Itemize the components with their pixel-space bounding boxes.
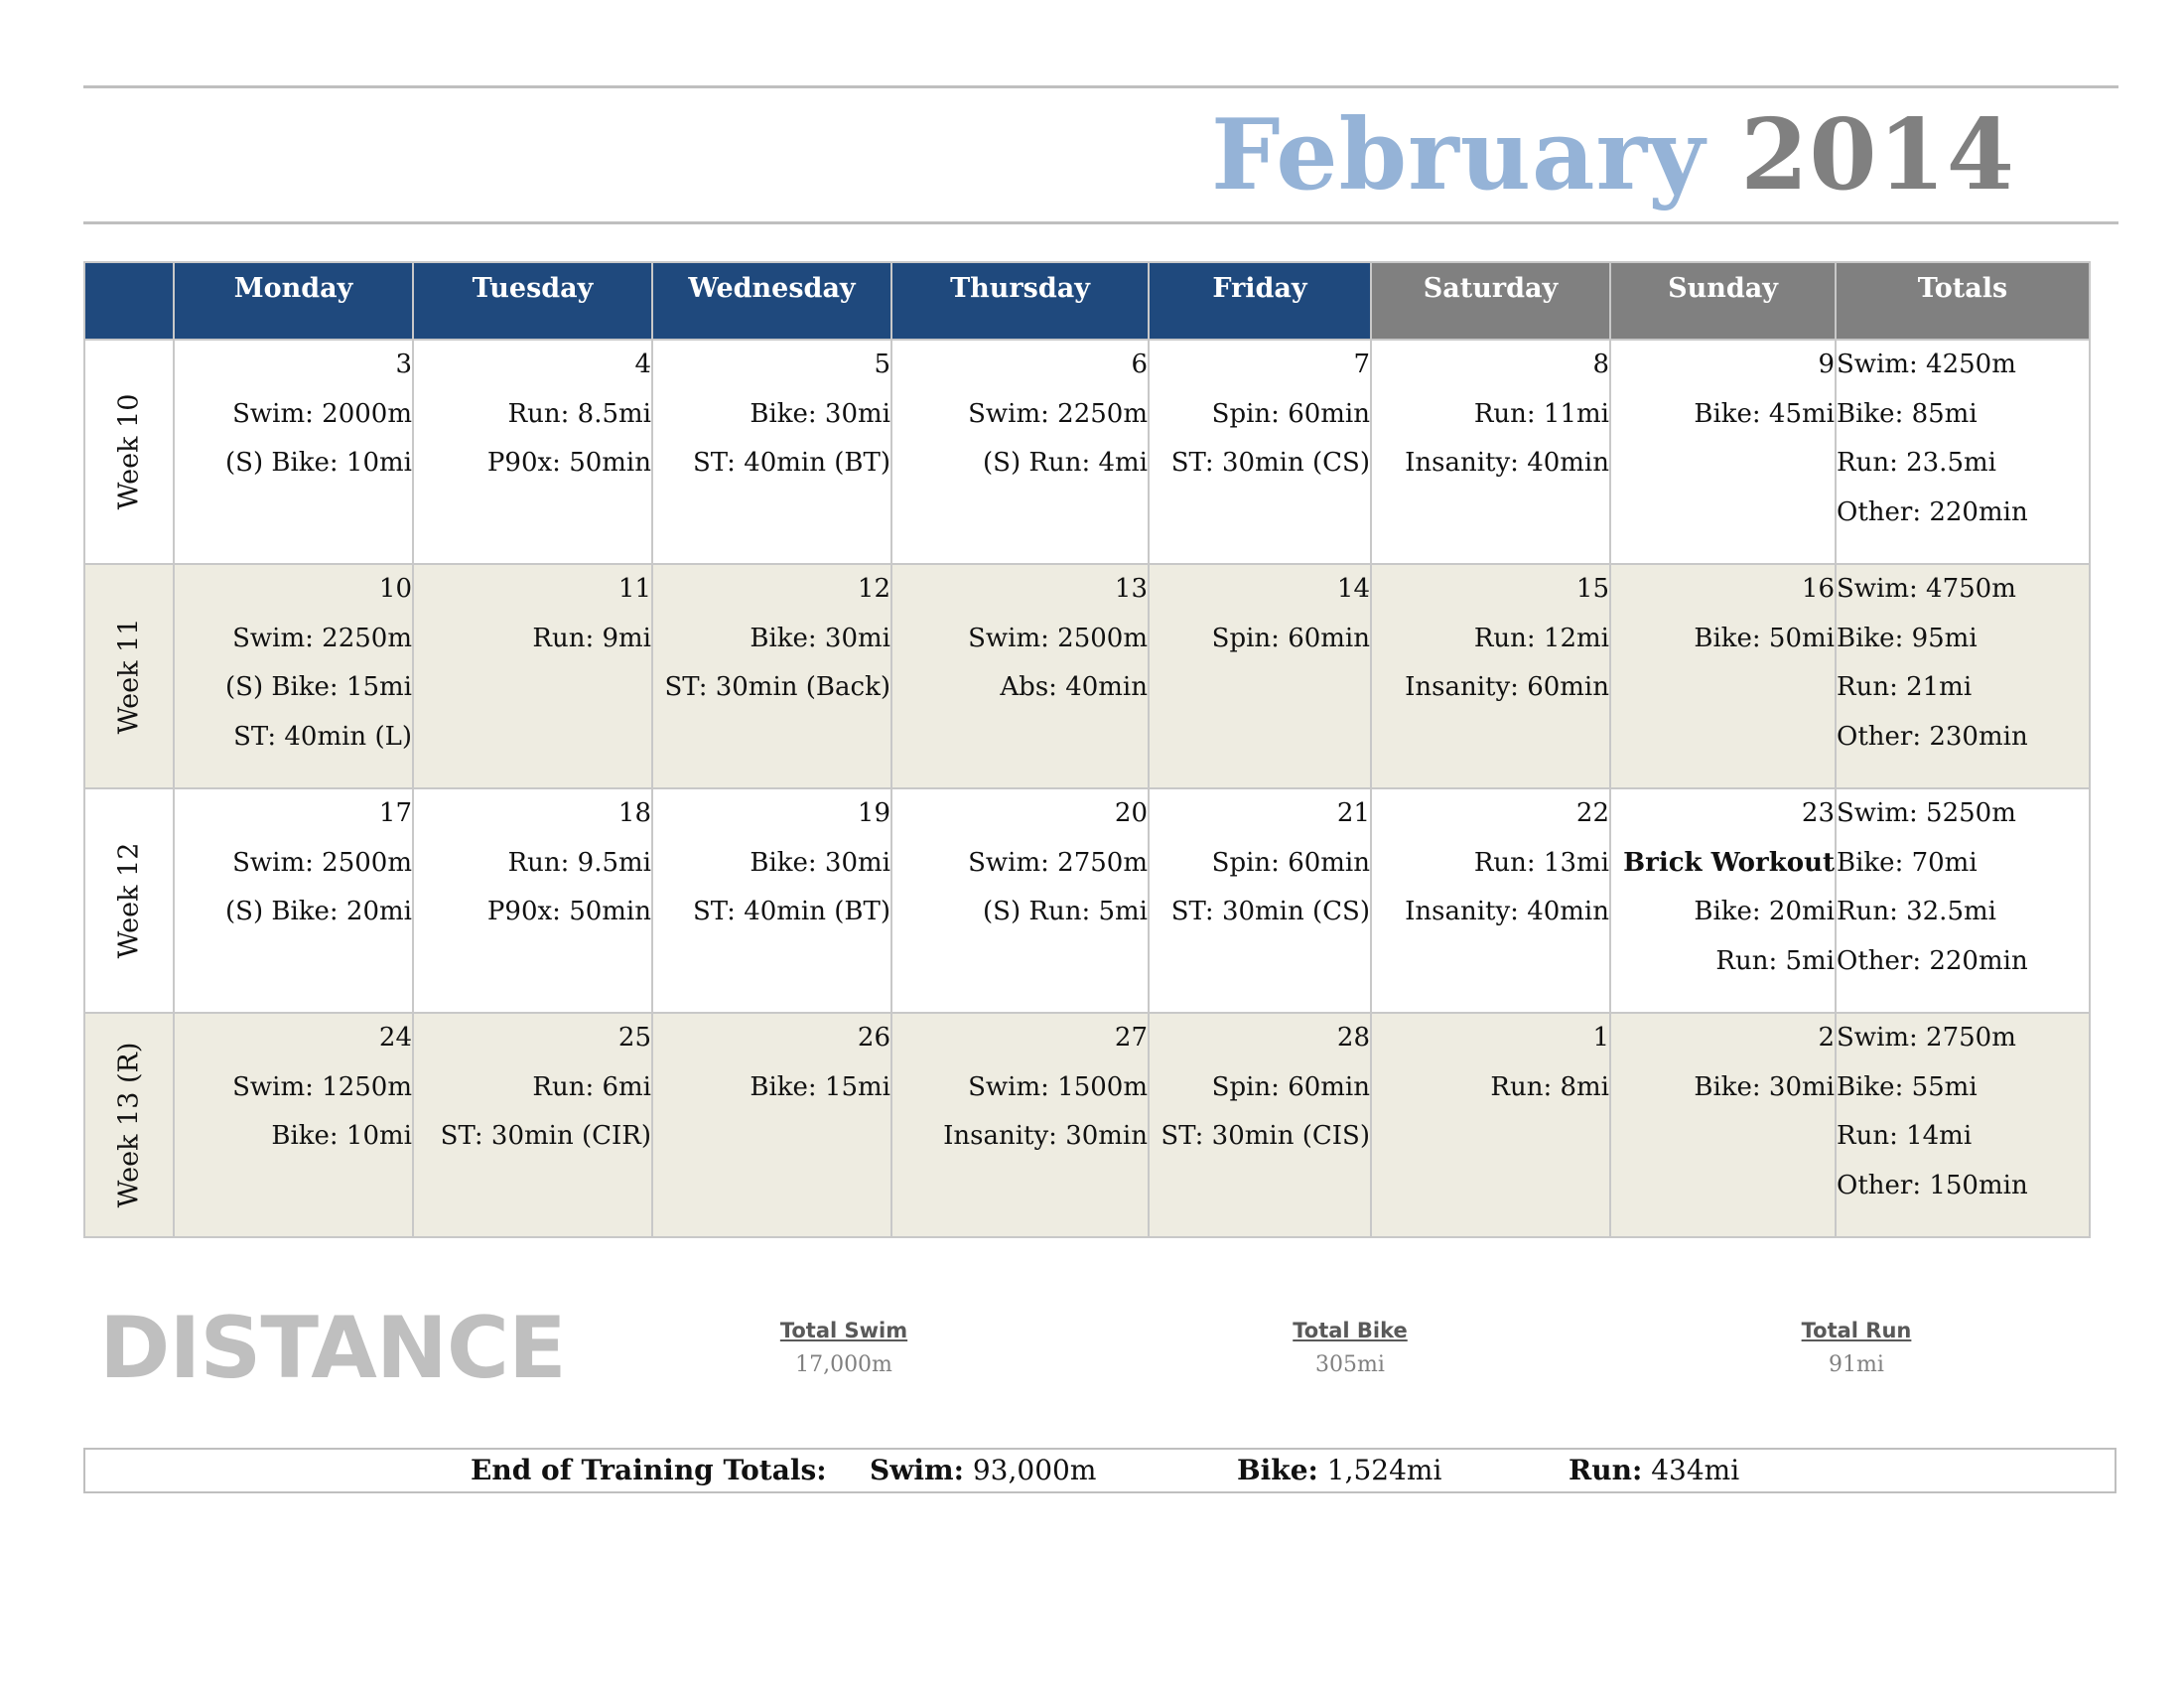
end-totals-label: End of Training Totals: xyxy=(471,1454,827,1486)
day-number: 6 xyxy=(1131,350,1148,379)
workout-entry: Abs: 40min xyxy=(1000,672,1148,702)
day-cell xyxy=(413,788,652,1013)
header-corner xyxy=(84,262,174,340)
workout-entry: Insanity: 30min xyxy=(943,1121,1148,1151)
day-number: 8 xyxy=(1592,350,1609,379)
top-rule xyxy=(83,85,2118,88)
workout-entry: (S) Run: 5mi xyxy=(983,897,1148,926)
workout-entry: Spin: 60min xyxy=(1211,623,1370,653)
workout-entry: Spin: 60min xyxy=(1211,847,1370,878)
day-cell xyxy=(174,340,413,564)
day-cell xyxy=(1610,788,1836,1013)
total-run-label: Total Run xyxy=(1801,1319,1912,1342)
workout-entry: Run: 9mi xyxy=(532,623,651,653)
week-label-cell xyxy=(84,340,174,564)
workout-entry: (S) Bike: 20mi xyxy=(224,897,412,926)
day-cell xyxy=(1610,564,1836,788)
title-month: February xyxy=(1211,98,1706,212)
week-total-entry: Other: 230min xyxy=(1837,721,2028,752)
workout-entry: Spin: 60min xyxy=(1211,1071,1370,1102)
end-swim xyxy=(870,1454,1096,1486)
week-label-cell xyxy=(84,1013,174,1237)
day-cell xyxy=(652,1013,891,1237)
workout-entry: P90x: 50min xyxy=(486,448,651,478)
day-number: 12 xyxy=(857,574,890,604)
day-cell xyxy=(1149,1013,1371,1237)
week-total-entry: Bike: 55mi xyxy=(1837,1071,1978,1102)
day-cell xyxy=(1371,564,1610,788)
week-totals-cell xyxy=(1836,1013,2090,1237)
day-cell xyxy=(891,1013,1149,1237)
title-year: 2014 xyxy=(1740,98,2015,212)
training-calendar xyxy=(83,261,2091,1238)
end-swim-value: 93,000m xyxy=(972,1454,1097,1486)
week-total-entry: Swim: 4250m xyxy=(1837,350,2016,379)
end-swim-label: Swim: xyxy=(870,1454,964,1486)
week-total-entry: Bike: 95mi xyxy=(1837,623,1978,653)
day-cell xyxy=(174,1013,413,1237)
end-run-label: Run: xyxy=(1569,1454,1643,1486)
workout-entry: ST: 40min (L) xyxy=(233,721,412,752)
title-underline xyxy=(83,221,2118,224)
day-number: 5 xyxy=(874,350,890,379)
workout-entry: ST: 30min (CS) xyxy=(1170,897,1370,926)
workout-entry: Bike: 10mi xyxy=(271,1121,412,1151)
day-cell xyxy=(652,788,891,1013)
week-total-entry: Run: 23.5mi xyxy=(1837,448,1996,478)
workout-entry: Swim: 2750m xyxy=(968,847,1148,878)
day-number: 7 xyxy=(1353,350,1370,379)
workout-entry: ST: 40min (BT) xyxy=(692,897,890,926)
week-row xyxy=(84,564,2090,788)
week-label-cell xyxy=(84,564,174,788)
workout-entry: Swim: 1500m xyxy=(968,1071,1148,1102)
workout-entry: Bike: 30mi xyxy=(750,398,890,429)
day-number: 15 xyxy=(1575,574,1609,604)
workout-entry: Swim: 2500m xyxy=(232,847,412,878)
workout-entry: P90x: 50min xyxy=(486,897,651,926)
week-row xyxy=(84,340,2090,564)
day-number: 11 xyxy=(617,574,651,604)
page-title xyxy=(1211,98,2015,212)
workout-entry: Swim: 2000m xyxy=(232,398,412,429)
workout-entry: Run: 8.5mi xyxy=(507,398,651,429)
day-cell xyxy=(652,340,891,564)
end-bike-value: 1,524mi xyxy=(1326,1454,1442,1486)
workout-entry: (S) Bike: 10mi xyxy=(224,448,412,478)
day-number: 17 xyxy=(378,798,412,828)
total-bike-value: 305mi xyxy=(1315,1352,1385,1377)
workout-entry: Bike: 50mi xyxy=(1694,623,1835,653)
day-number: 27 xyxy=(1114,1023,1148,1053)
end-of-training-totals xyxy=(83,1448,2116,1493)
workout-entry: ST: 30min (CS) xyxy=(1170,448,1370,478)
day-number: 25 xyxy=(617,1023,651,1053)
header-totals: Totals xyxy=(1836,262,2090,340)
day-cell xyxy=(174,788,413,1013)
total-swim-value: 17,000m xyxy=(795,1352,892,1377)
calendar-header-row xyxy=(84,262,2090,340)
day-number: 16 xyxy=(1801,574,1835,604)
end-run xyxy=(1569,1454,1739,1486)
week-total-entry: Bike: 85mi xyxy=(1837,398,1978,429)
workout-entry: Swim: 2250m xyxy=(232,623,412,653)
day-cell xyxy=(1610,340,1836,564)
week-totals-cell xyxy=(1836,788,2090,1013)
week-total-entry: Swim: 5250m xyxy=(1837,798,2016,828)
week-total-entry: Swim: 4750m xyxy=(1837,574,2016,604)
workout-entry: Run: 5mi xyxy=(1715,945,1835,976)
day-cell xyxy=(891,788,1149,1013)
workout-entry: Run: 12mi xyxy=(1473,623,1609,653)
header-thursday: Thursday xyxy=(891,262,1149,340)
workout-entry: Insanity: 40min xyxy=(1405,448,1609,478)
workout-entry: Run: 9.5mi xyxy=(507,847,651,878)
day-cell xyxy=(413,1013,652,1237)
workout-entry: Run: 6mi xyxy=(532,1071,651,1102)
workout-entry: Insanity: 40min xyxy=(1405,897,1609,926)
week-total-entry: Run: 32.5mi xyxy=(1837,897,1996,926)
workout-heading: Brick Workout xyxy=(1623,847,1835,878)
day-cell xyxy=(1371,788,1610,1013)
end-bike xyxy=(1237,1454,1441,1486)
day-number: 2 xyxy=(1818,1023,1835,1053)
day-cell xyxy=(891,564,1149,788)
day-cell xyxy=(1149,788,1371,1013)
week-total-entry: Run: 14mi xyxy=(1837,1121,1973,1151)
header-saturday: Saturday xyxy=(1371,262,1610,340)
total-swim xyxy=(695,1319,993,1377)
workout-entry: Bike: 45mi xyxy=(1694,398,1835,429)
week-total-entry: Other: 150min xyxy=(1837,1170,2028,1200)
day-cell xyxy=(652,564,891,788)
week-label: Week 10 xyxy=(113,393,145,510)
day-number: 13 xyxy=(1114,574,1148,604)
week-total-entry: Bike: 70mi xyxy=(1837,847,1978,878)
workout-entry: Swim: 2250m xyxy=(968,398,1148,429)
day-cell xyxy=(413,340,652,564)
workout-entry: Bike: 30mi xyxy=(750,623,890,653)
day-number: 22 xyxy=(1575,798,1609,828)
week-label: Week 13 (R) xyxy=(113,1042,145,1208)
total-run xyxy=(1707,1319,2005,1377)
header-wednesday: Wednesday xyxy=(652,262,891,340)
day-number: 4 xyxy=(634,350,651,379)
week-total-entry: Other: 220min xyxy=(1837,945,2028,976)
workout-entry: ST: 30min (CIR) xyxy=(440,1121,651,1151)
week-label: Week 12 xyxy=(113,842,145,959)
day-number: 19 xyxy=(857,798,890,828)
total-bike-label: Total Bike xyxy=(1293,1319,1408,1342)
day-cell xyxy=(1149,340,1371,564)
week-label-cell xyxy=(84,788,174,1013)
end-bike-label: Bike: xyxy=(1237,1454,1318,1486)
day-number: 3 xyxy=(395,350,412,379)
day-number: 1 xyxy=(1592,1023,1609,1053)
workout-entry: Insanity: 60min xyxy=(1405,672,1609,702)
week-total-entry: Run: 21mi xyxy=(1837,672,1973,702)
workout-entry: Bike: 15mi xyxy=(750,1071,890,1102)
day-number: 14 xyxy=(1336,574,1370,604)
workout-entry: Run: 11mi xyxy=(1473,398,1609,429)
workout-entry: (S) Run: 4mi xyxy=(983,448,1148,478)
workout-entry: Bike: 30mi xyxy=(1694,1071,1835,1102)
total-bike xyxy=(1201,1319,1499,1377)
day-cell xyxy=(174,564,413,788)
week-total-entry: Other: 220min xyxy=(1837,496,2028,527)
workout-entry: ST: 30min (CIS) xyxy=(1160,1121,1370,1151)
day-number: 24 xyxy=(378,1023,412,1053)
week-totals-cell xyxy=(1836,340,2090,564)
workout-entry: Swim: 2500m xyxy=(968,623,1148,653)
workout-entry: (S) Bike: 15mi xyxy=(224,672,412,702)
day-number: 23 xyxy=(1801,798,1835,828)
total-run-value: 91mi xyxy=(1829,1352,1884,1377)
workout-entry: Bike: 20mi xyxy=(1694,897,1835,926)
day-number: 26 xyxy=(857,1023,890,1053)
day-cell xyxy=(891,340,1149,564)
week-total-entry: Swim: 2750m xyxy=(1837,1023,2016,1053)
day-number: 20 xyxy=(1114,798,1148,828)
workout-entry: ST: 40min (BT) xyxy=(692,448,890,478)
workout-entry: Spin: 60min xyxy=(1211,398,1370,429)
header-friday: Friday xyxy=(1149,262,1371,340)
day-number: 21 xyxy=(1336,798,1370,828)
total-swim-label: Total Swim xyxy=(779,1319,908,1342)
distance-title: DISTANCE xyxy=(99,1299,566,1398)
workout-entry: Run: 13mi xyxy=(1473,847,1609,878)
header-sunday: Sunday xyxy=(1610,262,1836,340)
day-cell xyxy=(1371,1013,1610,1237)
week-row xyxy=(84,788,2090,1013)
week-totals-cell xyxy=(1836,564,2090,788)
day-number: 9 xyxy=(1818,350,1835,379)
header-tuesday: Tuesday xyxy=(413,262,652,340)
week-row xyxy=(84,1013,2090,1237)
day-number: 10 xyxy=(378,574,412,604)
end-run-value: 434mi xyxy=(1651,1454,1740,1486)
workout-entry: Bike: 30mi xyxy=(750,847,890,878)
day-cell xyxy=(1610,1013,1836,1237)
week-label: Week 11 xyxy=(113,618,145,735)
workout-entry: Swim: 1250m xyxy=(232,1071,412,1102)
workout-entry: ST: 30min (Back) xyxy=(664,672,890,702)
day-cell xyxy=(1371,340,1610,564)
day-number: 28 xyxy=(1336,1023,1370,1053)
workout-entry: Run: 8mi xyxy=(1490,1071,1609,1102)
day-cell xyxy=(413,564,652,788)
day-cell xyxy=(1149,564,1371,788)
header-monday: Monday xyxy=(174,262,413,340)
day-number: 18 xyxy=(617,798,651,828)
